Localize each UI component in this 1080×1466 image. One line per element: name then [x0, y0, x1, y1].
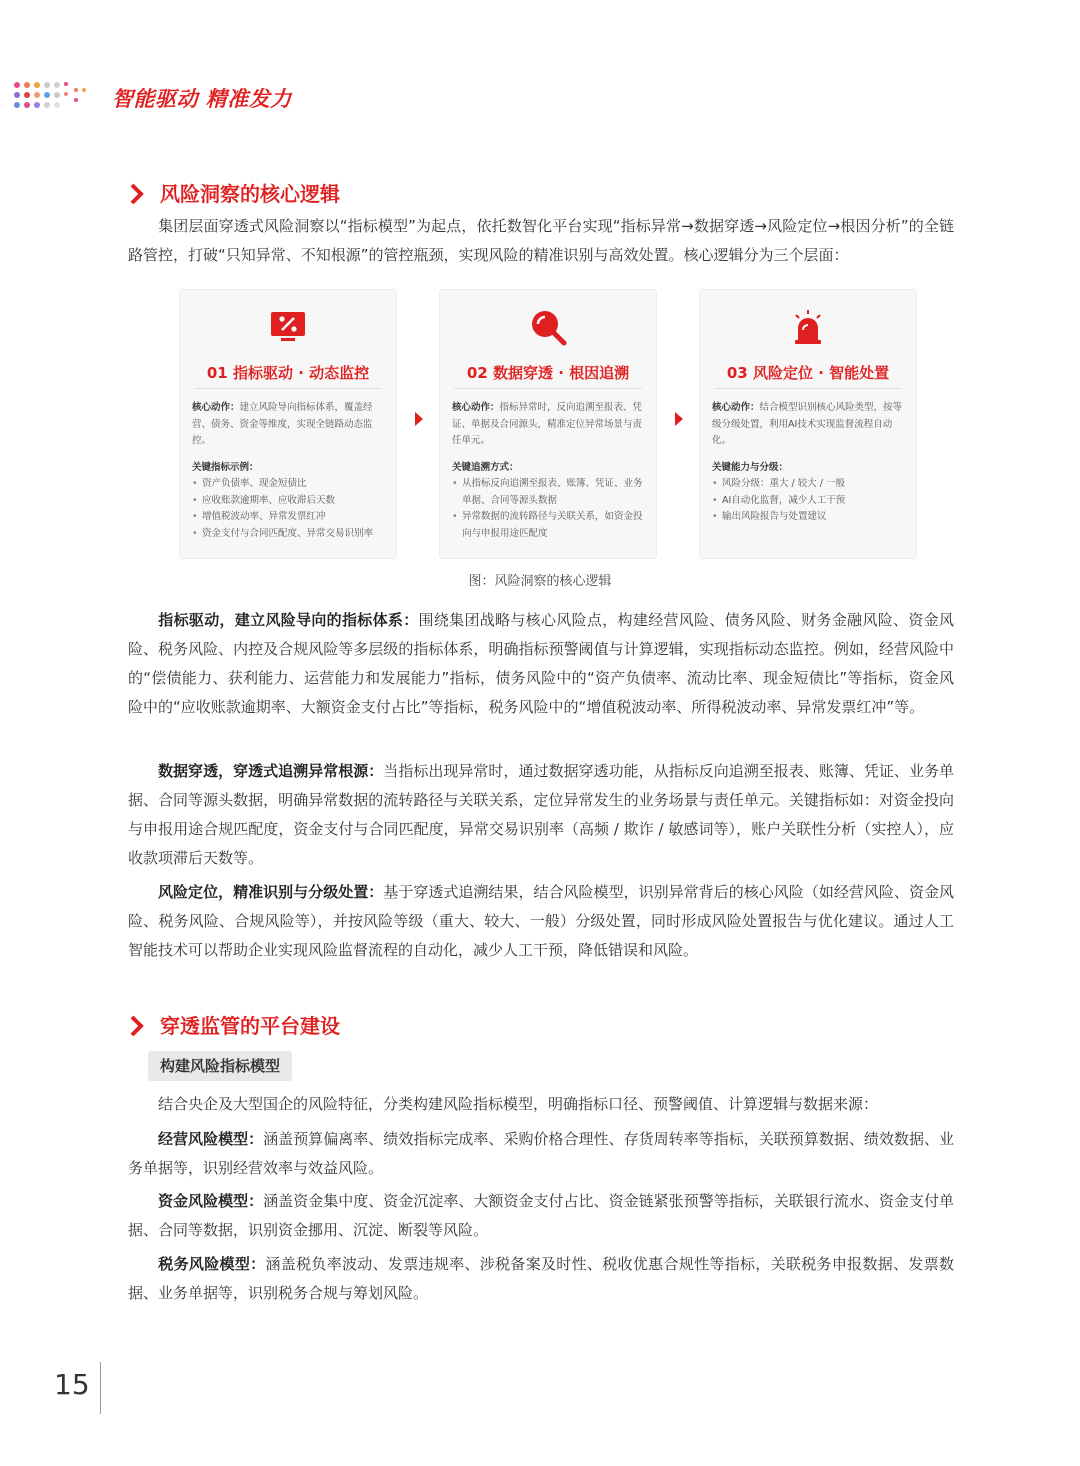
section-title-2: [128, 1010, 928, 1044]
list-item: • 资金支付与合同匹配度、异常交易识别率: [192, 526, 386, 543]
card-body: [192, 400, 386, 542]
list-item: • 应收账款逾期率、应收滞后天数: [192, 493, 386, 510]
card-title: 02 数据穿透 · 根因追溯: [466, 364, 630, 382]
list-item: • 从指标反向追溯至报表、账簿、凭证、业务单据、合同等源头数据: [452, 476, 646, 509]
logic-card-3: [699, 289, 917, 559]
para-capital-model: [128, 1187, 954, 1245]
intro-text: 结合央企及大型国企的风险特征，分类构建风险指标模型，明确指标口径、预警阈值、计算逻辑与数据来源：: [158, 1095, 879, 1113]
card-action-text: 指标异常时，反向追溯至报表、凭证、单据及合同源头，精准定位异常场景与责任单元。: [452, 402, 643, 446]
page-header: [14, 80, 414, 110]
page-number-divider: [100, 1362, 101, 1414]
subheading-badge: 构建风险指标模型: [148, 1051, 292, 1081]
para-lead: 数据穿透，穿透式追溯异常根源：: [158, 762, 384, 780]
list-item: • 资产负债率、现金短债比: [192, 476, 386, 493]
list-item: • 输出风险报告与处置建议: [712, 509, 906, 526]
card-action-label: 核心动作：: [712, 402, 760, 413]
card-divider: [194, 388, 382, 389]
card-body: [712, 400, 906, 526]
section1-intro: [128, 212, 954, 270]
card-sub-label: 关键能力与分级：: [712, 461, 789, 473]
chevron-right-icon: [128, 1014, 146, 1038]
alarm-light-icon: [789, 308, 827, 346]
section-title-1: [128, 178, 928, 212]
card-action-text: 建立风险导向指标体系，覆盖经营、债务、资金等维度，实现全链路动态监控。: [192, 402, 373, 446]
card-action-label: 核心动作：: [452, 402, 500, 413]
section-title-text: 穿透监管的平台建设: [160, 1014, 340, 1038]
card-action-text: 结合模型识别核心风险类型，按等级分级处置，利用AI技术实现监督流程自动化。: [712, 402, 903, 446]
para-lead: 指标驱动，建立风险导向的指标体系：: [158, 611, 419, 629]
para-lead: 资金风险模型：: [158, 1192, 264, 1210]
intro-text: 集团层面穿透式风险洞察以“指标模型”为起点，依托数智化平台实现“指标异常→数据穿透→风险定位→根因分析”的全链路管控，打破“只知异常、不知根源”的管控瓶颈，实现风险的精准识别与高效处置。核心逻辑分为三个层面：: [128, 217, 954, 264]
para-tax-model: [128, 1250, 954, 1308]
para-lead: 经营风险模型：: [158, 1130, 264, 1148]
list-item: • 增值税波动率、异常发票红冲: [192, 509, 386, 526]
list-item: • 异常数据的流转路径与关联关系，如资金投向与申报用途匹配度: [452, 509, 646, 542]
brand-dots-icon: [14, 80, 94, 110]
para-risk-location: [128, 878, 954, 965]
section-title-text: 风险洞察的核心逻辑: [160, 182, 340, 206]
para-data-penetration: [128, 757, 954, 873]
para-text: 围绕集团战略与核心风险点，构建经营风险、债务风险、财务金融风险、资金风险、税务风险、内控及合规风险等多层级的指标体系，明确指标预警阈值与计算逻辑，实现指标动态监控。例如，经营风险中的“偿债能力、获利能力、运营能力和发展能力”指标，债务风险中的“资产负债率、流动比率、现金短债比”等指标，资金风险中的“应收账款逾期率、大额资金支付占比”等指标，税务风险中的“增值税波动率、所得税波动率、异常发票红冲”等。: [128, 611, 954, 716]
para-lead: 税务风险模型：: [158, 1255, 266, 1273]
page-number: 15: [54, 1368, 90, 1401]
para-text: 涵盖预算偏离率、绩效指标完成率、采购价格合理性、存货周转率等指标，关联预算数据、绩效数据、业务单据等，识别经营效率与效益风险。: [128, 1130, 954, 1177]
card-list: [712, 476, 906, 526]
list-item: • AI自动化监督，减少人工干预: [712, 493, 906, 510]
para-text: 涵盖资金集中度、资金沉淀率、大额资金支付占比、资金链紧张预警等指标，关联银行流水、资金支付单据、合同等数据，识别资金挪用、沉淀、断裂等风险。: [128, 1192, 954, 1239]
brand-title: 智能驱动 精准发力: [112, 87, 292, 111]
card-sub-label: 关键指标示例：: [192, 461, 259, 473]
logic-card-1: [179, 289, 397, 559]
para-operation-model: [128, 1125, 954, 1183]
figure-caption: 图：风险洞察的核心逻辑: [468, 574, 612, 589]
card-title: 03 风险定位 · 智能处置: [726, 364, 890, 382]
flow-arrow-icon: [675, 412, 683, 426]
search-icon: [529, 308, 567, 346]
card-body: [452, 400, 646, 542]
section2-intro: [128, 1090, 954, 1119]
card-list: [192, 476, 386, 542]
card-title: 01 指标驱动 · 动态监控: [206, 364, 370, 382]
chevron-right-icon: [128, 182, 146, 206]
card-sub-label: 关键追溯方式：: [452, 461, 519, 473]
para-indicator-driven: [128, 606, 954, 722]
logic-card-2: [439, 289, 657, 559]
flow-arrow-icon: [415, 412, 423, 426]
para-text: 基于穿透式追溯结果，结合风险模型，识别异常背后的核心风险（如经营风险、资金风险、税务风险、合规风险等），并按风险等级（重大、较大、一般）分级处置，同时形成风险处置报告与优化建议。通过人工智能技术可以帮助企业实现风险监督流程的自动化，减少人工干预，降低错误和风险。: [128, 883, 954, 959]
para-text: 当指标出现异常时，通过数据穿透功能，从指标反向追溯至报表、账簿、凭证、业务单据、合同等源头数据，明确异常数据的流转路径与关联关系，定位异常发生的业务场景与责任单元。关键指标如：对资金投向与申报用途合规匹配度，资金支付与合同匹配度，异常交易识别率（高频 / 欺诈 / 敏感词等），账户关联性分析（实控人），应收款项滞后天数等。: [128, 762, 954, 867]
para-text: 涵盖税负率波动、发票违规率、涉税备案及时性、税收优惠合规性等指标，关联税务申报数据、发票数据、业务单据等，识别税务合规与筹划风险。: [128, 1255, 954, 1302]
card-divider: [454, 388, 642, 389]
list-item: • 风险分级：重大 / 较大 / 一般: [712, 476, 906, 493]
card-divider: [714, 388, 902, 389]
card-list: [452, 476, 646, 542]
para-lead: 风险定位，精准识别与分级处置：: [158, 883, 384, 901]
monitor-percent-icon: [269, 308, 307, 346]
card-action-label: 核心动作：: [192, 402, 240, 413]
